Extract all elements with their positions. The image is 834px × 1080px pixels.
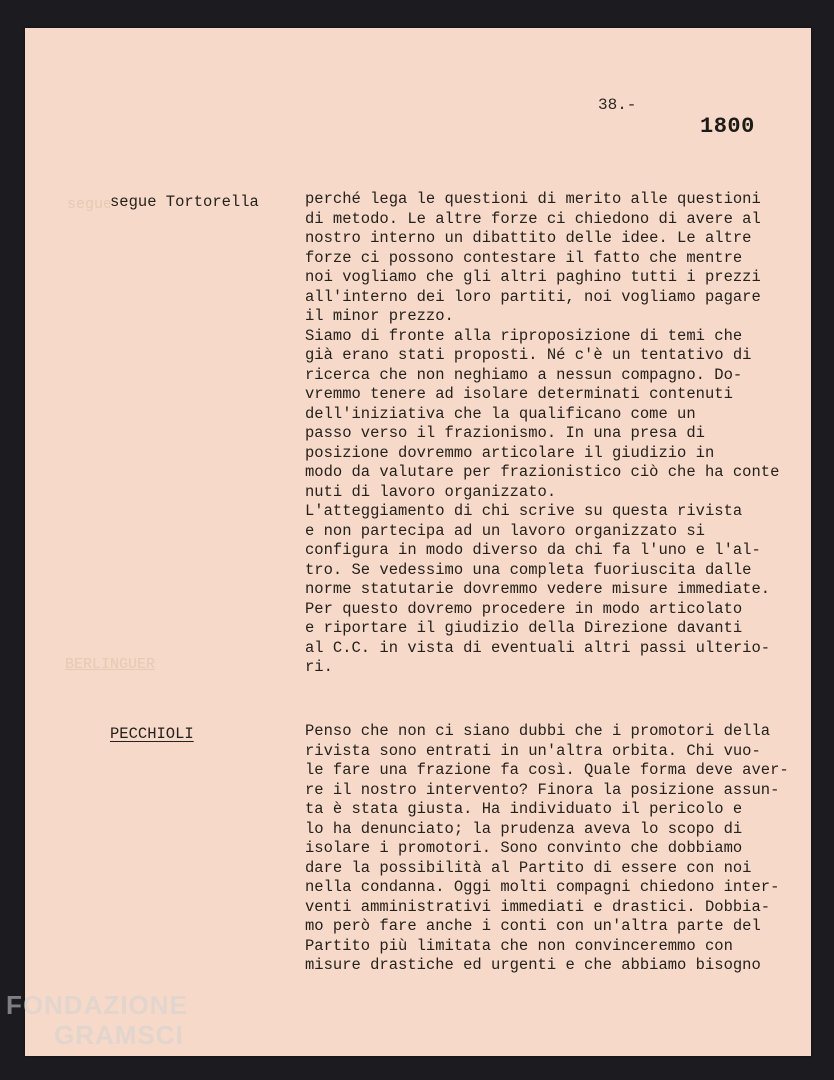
text-line: ri. — [305, 658, 333, 676]
text-line: le fare una frazione fa così. Quale forma deve aver- — [305, 761, 789, 779]
text-line: ricerca che non neghiamo a nessun compagno. Do- — [305, 365, 743, 384]
speaker-label-tortorella: segue Tortorella — [110, 193, 259, 211]
text-line: venti amministrativi immediati e drastici. Dobbia- — [305, 897, 771, 916]
text-line: tro. Se vedessimo una completa fuoriuscita dalle — [305, 560, 752, 579]
bleed-through-text: segue T — [67, 196, 131, 213]
text-line: isolare i promotori. Sono convinto che dobbiamo — [305, 839, 743, 857]
text-line: passo verso il frazionismo. In una presa di — [305, 424, 705, 442]
fondazione-gramsci-watermark — [6, 990, 188, 1050]
text-line: Siamo di fronte alla riproposizione di temi che — [305, 326, 743, 345]
text-line: nella condanna. Oggi molti compagni chiedono inter- — [305, 878, 780, 896]
text-line: dell'iniziativa che la qualificano come un — [305, 404, 696, 423]
speech-text-pecchioli — [305, 722, 789, 976]
text-line: posizione dovremmo articolare il giudizio in — [305, 443, 715, 462]
text-line: perché lega le questioni di merito alle questioni — [305, 190, 761, 208]
text-line: misure drastiche ed urgenti e che abbiamo bisogno — [305, 956, 761, 974]
text-line: all'interno dei loro partiti, noi vogliamo pagare — [305, 287, 761, 306]
text-line: Penso che non ci siano dubbi che i promotori della — [305, 722, 771, 740]
speech-text-tortorella — [305, 190, 785, 678]
speaker-label-pecchioli: PECCHIOLI — [110, 725, 194, 743]
document-number: 1800 — [700, 114, 755, 139]
text-line: nuti di lavoro organizzato. — [305, 482, 557, 501]
bleed-through-text: BERLINGUER — [65, 656, 156, 673]
text-line: già erano stati proposti. Né c'è un tentativo di — [305, 346, 752, 364]
text-line: di metodo. Le altre forze ci chiedono di avere al — [305, 209, 761, 228]
text-line: L'atteggiamento di chi scrive su questa rivista — [305, 502, 743, 520]
page-number: 38.- — [598, 96, 637, 114]
text-line: mo però fare anche i conti con un'altra parte del — [305, 917, 761, 935]
text-line: Per questo dovremo procedere in modo articolato — [305, 599, 743, 618]
watermark-line-1: FONDAZIONE — [6, 990, 188, 1020]
text-line: il minor prezzo. — [305, 307, 454, 325]
text-line: re il nostro intervento? Finora la posizione assun- — [305, 780, 780, 799]
text-line: lo ha denunciato; la prudenza aveva lo scopo di — [305, 819, 743, 838]
text-line: noi vogliamo che gli altri paghino tutti i prezzi — [305, 268, 761, 286]
text-line: nostro interno un dibattito delle idee. Le altre — [305, 229, 752, 247]
text-line: configura in modo diverso da chi fa l'uno e l'al- — [305, 541, 761, 559]
text-line: vremmo tenere ad isolare determinati contenuti — [305, 385, 733, 403]
text-line: forze ci possono contestare il fatto che mentre — [305, 248, 743, 267]
text-line: norme statutarie dovremmo vedere misure immediate. — [305, 580, 771, 598]
text-line: rivista sono entrati in un'altra orbita. Chi vuo- — [305, 741, 761, 760]
text-line: e riportare il giudizio della Direzione davanti — [305, 619, 743, 637]
text-line: e non partecipa ad un lavoro organizzato si — [305, 521, 705, 540]
text-line: al C.C. in vista di eventuali altri passi ulterio- — [305, 638, 771, 657]
text-line: modo da valutare per frazionistico ciò che ha conte — [305, 463, 780, 481]
watermark-line-2: GRAMSCI — [54, 1020, 184, 1050]
text-line: ta è stata giusta. Ha individuato il pericolo e — [305, 800, 743, 818]
text-line: dare la possibilità al Partito di essere con noi — [305, 858, 752, 877]
text-line: Partito più limitata che non convinceremmo con — [305, 936, 733, 955]
